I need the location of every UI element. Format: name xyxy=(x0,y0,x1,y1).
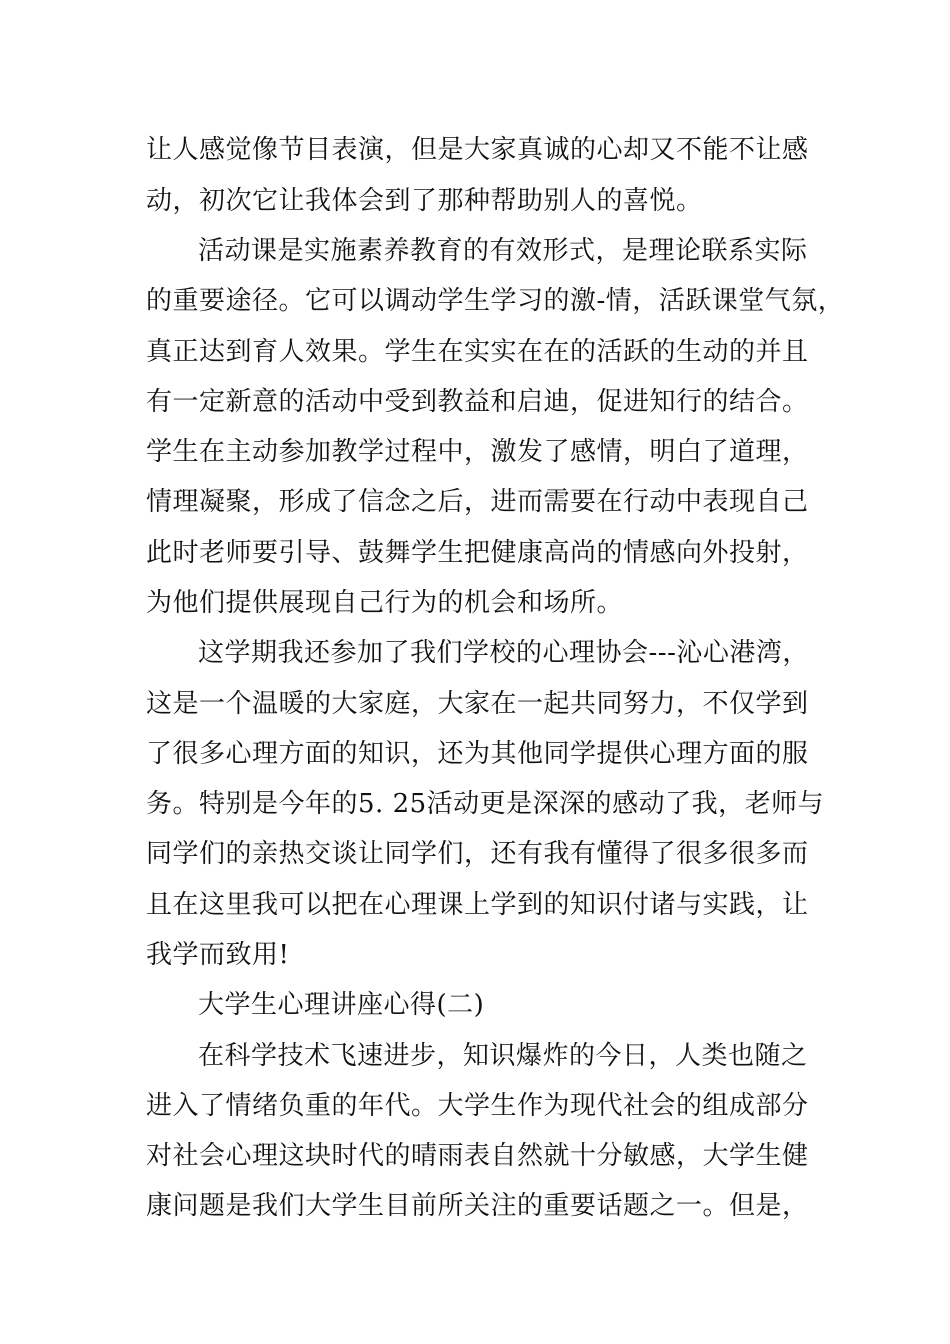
text-line: 进入了情绪负重的年代。大学生作为现代社会的组成部分 xyxy=(146,1091,809,1121)
text-line: 情理凝聚，形成了信念之后，进而需要在行动中表现自己 xyxy=(146,487,809,517)
text-line: 动，初次它让我体会到了那种帮助别人的喜悦。 xyxy=(146,186,703,216)
text-line: 让人感觉像节目表演，但是大家真诚的心却又不能不让感 xyxy=(146,135,809,165)
text-line: 且在这里我可以把在心理课上学到的知识付诸与实践，让 xyxy=(146,890,809,920)
text-line: 这是一个温暖的大家庭，大家在一起共同努力，不仅学到 xyxy=(146,689,809,719)
text-line: 此时老师要引导、鼓舞学生把健康高尚的情感向外投射， xyxy=(146,538,809,568)
text-line: 有一定新意的活动中受到教益和启迪，促进知行的结合。 xyxy=(146,387,809,417)
text-line: 同学们的亲热交谈让同学们，还有我有懂得了很多很多而 xyxy=(146,839,809,869)
text-line: 务。特别是今年的5. 25活动更是深深的感动了我，老师与 xyxy=(146,789,825,819)
text-line: 真正达到育人效果。学生在实实在在的活跃的生动的并且 xyxy=(146,337,809,367)
section-heading: 大学生心理讲座心得(二) xyxy=(198,990,485,1020)
text-line: 的重要途径。它可以调动学生学习的激-情，活跃课堂气氛， xyxy=(146,286,845,316)
text-line: 为他们提供展现自己行为的机会和场所。 xyxy=(146,588,624,618)
text-line: 康问题是我们大学生目前所关注的重要话题之一。但是， xyxy=(146,1191,809,1221)
paragraph-first-line: 活动课是实施素养教育的有效形式，是理论联系实际 xyxy=(198,236,808,266)
text-line: 我学而致用! xyxy=(146,940,290,970)
paragraph-first-line: 这学期我还参加了我们学校的心理协会---沁心港湾， xyxy=(198,638,809,668)
text-line: 对社会心理这块时代的晴雨表自然就十分敏感，大学生健 xyxy=(146,1141,809,1171)
text-line: 学生在主动参加教学过程中，激发了感情，明白了道理， xyxy=(146,437,809,467)
paragraph-first-line: 在科学技术飞速进步，知识爆炸的今日，人类也随之 xyxy=(198,1041,808,1071)
text-line: 了很多心理方面的知识，还为其他同学提供心理方面的服 xyxy=(146,739,809,769)
